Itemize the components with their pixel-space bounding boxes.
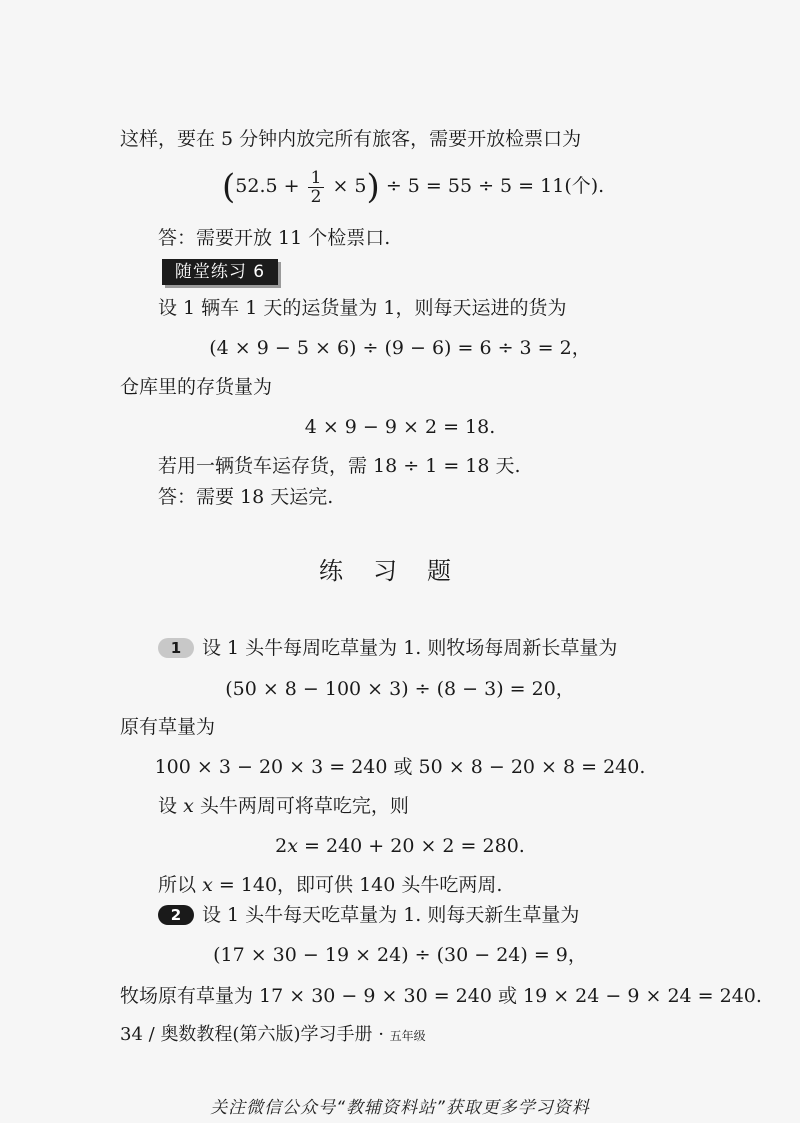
problem-text: 设 1 头牛每周吃草量为 1. 则牧场每周新长草量为 <box>202 637 618 659</box>
paragraph-line: 若用一辆货车运存货，需 18 ÷ 1 = 18 天. <box>158 455 521 477</box>
equation-part: 2 <box>275 835 288 857</box>
problem-1-intro <box>158 635 617 661</box>
book-title: 奥数教程(第六版)学习手册 · <box>160 1024 384 1045</box>
variable: x <box>287 835 298 857</box>
paragraph-line: 原有草量为 <box>120 716 216 738</box>
equation-part: × 5 <box>332 175 367 197</box>
equation-part: = 240 + 20 × 2 = 280. <box>304 835 525 857</box>
answer-line: 答：需要开放 11 个检票口. <box>158 227 391 249</box>
watermark-text: 关注微信公众号“教辅资料站”获取更多学习资料 <box>210 1098 590 1118</box>
equation-line: 4 × 9 − 9 × 2 = 18. <box>304 416 496 438</box>
equation-paren: ( <box>222 167 236 207</box>
equation-part: 52.5 + <box>235 175 300 197</box>
paragraph-line: 仓库里的存货量为 <box>120 376 273 398</box>
paragraph-line <box>158 793 409 819</box>
fraction-denominator: 2 <box>310 186 322 207</box>
problem-2-intro <box>158 902 579 928</box>
equation-line <box>0 833 800 859</box>
section-label: 随堂练习 6 <box>162 259 278 285</box>
equation-line: (17 × 30 − 19 × 24) ÷ (30 − 24) = 9， <box>213 944 587 966</box>
equation-line: 100 × 3 − 20 × 3 = 240 或 50 × 8 − 20 × 8 = 240. <box>154 756 646 778</box>
problem-text: 设 1 头牛每天吃草量为 1. 则每天新生草量为 <box>202 904 580 926</box>
problem-number-badge: 2 <box>158 905 194 925</box>
equation-1 <box>222 166 604 207</box>
text-part: 头牛两周可将草吃完，则 <box>199 795 409 817</box>
equation-line: (4 × 9 − 5 × 6) ÷ (9 − 6) = 6 ÷ 3 = 2， <box>209 337 591 359</box>
paragraph-line: 设 1 辆车 1 天的运货量为 1，则每天运进的货为 <box>158 297 567 319</box>
variable: x <box>183 795 194 817</box>
problem-number-badge: 1 <box>158 638 194 658</box>
paragraph-line: 牧场原有草量为 17 × 30 − 9 × 30 = 240 或 19 × 24 − 9 × 24 = 240. <box>120 985 762 1007</box>
equation-part: ÷ 5 = 55 ÷ 5 = 11(个). <box>385 175 605 197</box>
text-part: 设 <box>158 795 178 817</box>
answer-line: 答：需要 18 天运完. <box>158 486 334 508</box>
text-part: 所以 <box>158 874 197 896</box>
fraction <box>308 169 325 206</box>
paragraph-line <box>158 872 502 898</box>
paragraph-line: 这样，要在 5 分钟内放完所有旅客，需要开放检票口为 <box>120 128 582 150</box>
page-number: 34 / <box>120 1024 155 1045</box>
page-footer <box>120 1023 426 1048</box>
equation-paren: ) <box>366 167 380 207</box>
text-part: = 140，即可供 140 头牛吃两周. <box>218 874 503 896</box>
equation-line: (50 × 8 − 100 × 3) ÷ (8 − 3) = 20， <box>225 678 575 700</box>
variable: x <box>202 874 213 896</box>
fraction-numerator: 1 <box>308 169 325 188</box>
grade-label: 五年级 <box>389 1029 426 1043</box>
page-title: 练习题 <box>319 557 481 585</box>
